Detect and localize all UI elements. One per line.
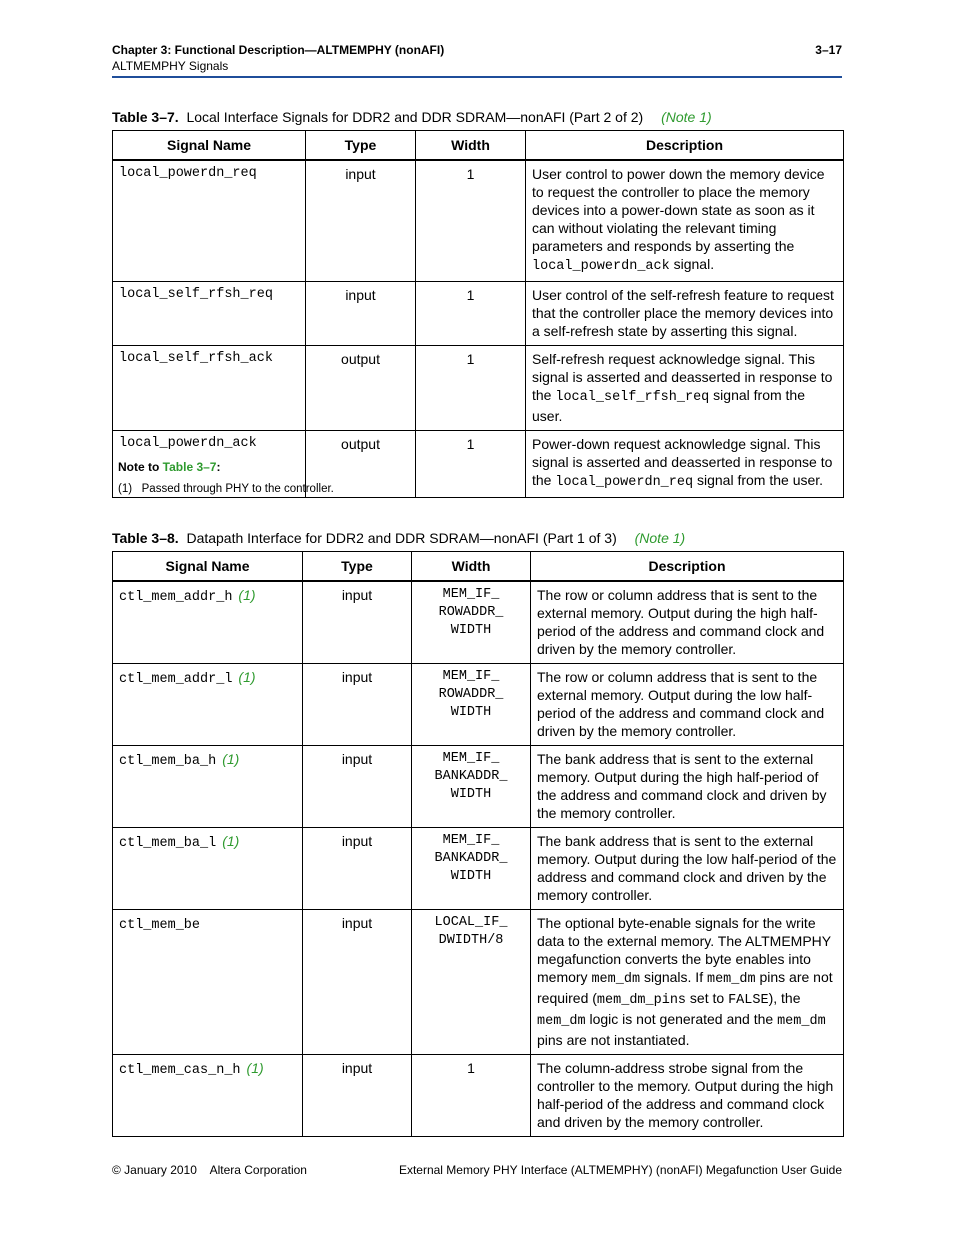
signal-name bbox=[113, 581, 303, 664]
note-ref-link[interactable]: (1) bbox=[222, 833, 240, 849]
desc-text: pins are not instantiated. bbox=[537, 1032, 690, 1048]
signal-width bbox=[412, 746, 531, 828]
desc-code: mem_dm bbox=[537, 1014, 586, 1029]
signal-description bbox=[526, 346, 844, 431]
signal-type: input bbox=[303, 581, 412, 664]
table-row bbox=[113, 664, 844, 746]
desc-code: mem_dm_pins bbox=[596, 993, 687, 1008]
note-ref-link[interactable]: (1) bbox=[246, 1060, 264, 1076]
footer-guide-title: External Memory PHY Interface (ALTMEMPHY) (nonAFI) Megafunction User Guide bbox=[398, 1163, 842, 1177]
table-notes bbox=[118, 459, 334, 497]
signal-description: User control of the self-refresh feature to request that the controller place the memory devices into a self-refresh state by asserting this signal. bbox=[526, 282, 844, 346]
desc-code: mem_dm bbox=[777, 1014, 826, 1029]
desc-text: Self-refresh request acknowledge signal. This signal is asserted and deasserted in response to the bbox=[532, 351, 833, 403]
signal-width bbox=[412, 664, 531, 746]
table-3-8 bbox=[112, 551, 844, 1137]
note-ref-link[interactable]: (1) bbox=[238, 587, 256, 603]
table-row bbox=[113, 828, 844, 910]
note-link[interactable]: (Note 1) bbox=[661, 109, 712, 125]
table-label: Table 3–8. bbox=[112, 530, 179, 546]
table-row bbox=[113, 1055, 844, 1137]
table-label: Table 3–7. bbox=[112, 109, 179, 125]
table-row bbox=[113, 746, 844, 828]
signal-type: input bbox=[306, 160, 416, 282]
desc-code: local_powerdn_ack bbox=[532, 259, 670, 274]
signal-type: input bbox=[303, 664, 412, 746]
signal-code: ctl_mem_cas_n_h bbox=[119, 1063, 241, 1078]
desc-text: signal from the user. bbox=[693, 472, 824, 488]
footer-copyright: © January 2010 Altera Corporation bbox=[112, 1163, 307, 1177]
signal-name bbox=[113, 746, 303, 828]
signal-name bbox=[113, 1055, 303, 1137]
table-row bbox=[113, 282, 844, 346]
width-line: MEM_IF_ bbox=[442, 669, 500, 684]
desc-text: ), the bbox=[768, 990, 801, 1006]
desc-code: mem_dm bbox=[591, 972, 641, 987]
signal-type: output bbox=[306, 431, 416, 498]
signal-code: ctl_mem_ba_h bbox=[119, 754, 217, 769]
table-ref-link[interactable]: Table 3–7 bbox=[162, 460, 217, 474]
signal-width: 1 bbox=[416, 431, 526, 498]
signal-description: The bank address that is sent to the external memory. Output during the low half-period of the address and command clock and driven by the memory controller. bbox=[531, 828, 844, 910]
signal-description bbox=[526, 431, 844, 498]
signal-description: The bank address that is sent to the external memory. Output during the high half-period of the address and command clock and driven by the memory controller. bbox=[531, 746, 844, 828]
table-title: Datapath Interface for DDR2 and DDR SDRAM—nonAFI (Part 1 of 3) bbox=[186, 530, 617, 546]
signal-width: 1 bbox=[416, 160, 526, 282]
table-row bbox=[113, 346, 844, 431]
signal-name: local_self_rfsh_ack bbox=[113, 346, 306, 431]
table-3-7-caption bbox=[112, 108, 712, 126]
signal-code: ctl_mem_ba_l bbox=[119, 836, 217, 851]
width-line: DWIDTH/8 bbox=[438, 933, 504, 948]
desc-text: signal from the user. bbox=[532, 387, 806, 424]
chapter-title: Chapter 3: Functional Description—ALTMEMPHY (nonAFI) bbox=[112, 43, 445, 57]
signal-description: The column-address strobe signal from the controller to the memory. Output during the high half-period of the address and command clock and driven by the memory controller. bbox=[531, 1055, 844, 1137]
page-header bbox=[112, 42, 842, 74]
table-3-7 bbox=[112, 130, 844, 498]
signal-code: ctl_mem_addr_l bbox=[119, 672, 233, 687]
note-ref-link[interactable]: (1) bbox=[222, 751, 240, 767]
header-rule bbox=[112, 76, 842, 78]
signal-name: local_self_rfsh_req bbox=[113, 282, 306, 346]
note-link[interactable]: (Note 1) bbox=[634, 530, 686, 546]
signal-name: local_powerdn_req bbox=[113, 160, 306, 282]
width-line: LOCAL_IF_ bbox=[434, 915, 508, 930]
table-header-row bbox=[113, 552, 844, 582]
signal-type: input bbox=[306, 282, 416, 346]
col-signal-name: Signal Name bbox=[113, 552, 303, 582]
width-line: MEM_IF_ bbox=[442, 587, 500, 602]
note-item: (1) Passed through PHY to the controller. bbox=[118, 483, 334, 495]
width-line: ROWADDR_ bbox=[438, 687, 504, 702]
table-title: Local Interface Signals for DDR2 and DDR SDRAM—nonAFI (Part 2 of 2) bbox=[186, 109, 644, 125]
desc-text: set to bbox=[686, 990, 729, 1006]
signal-type: input bbox=[303, 746, 412, 828]
col-description: Description bbox=[531, 552, 844, 582]
desc-text: The optional byte-enable signals for the write data to the external memory. The ALTMEMPHY megafunction converts the byte enables into memory bbox=[537, 915, 831, 985]
desc-text: User control to power down the memory device to request the controller to place the memory devices into a power-down state as soon as it can without violating the relevant timing parameters and responds by asserting the bbox=[532, 166, 825, 254]
desc-code: local_self_rfsh_req bbox=[555, 390, 710, 405]
signal-type: input bbox=[303, 828, 412, 910]
signal-code: ctl_mem_be bbox=[119, 918, 201, 933]
col-type: Type bbox=[306, 131, 416, 161]
width-line: WIDTH bbox=[450, 623, 492, 638]
col-signal-name: Signal Name bbox=[113, 131, 306, 161]
signal-code: ctl_mem_addr_h bbox=[119, 590, 233, 605]
signal-type: output bbox=[306, 346, 416, 431]
note-ref-link[interactable]: (1) bbox=[238, 669, 256, 685]
signal-width bbox=[412, 828, 531, 910]
signal-width bbox=[412, 910, 531, 1055]
desc-code: FALSE bbox=[728, 993, 769, 1008]
col-width: Width bbox=[412, 552, 531, 582]
signal-name bbox=[113, 910, 303, 1055]
width-line: ROWADDR_ bbox=[438, 605, 504, 620]
notes-heading bbox=[118, 459, 334, 475]
width-line: WIDTH bbox=[450, 705, 492, 720]
table-3-8-caption bbox=[112, 529, 685, 547]
signal-name bbox=[113, 664, 303, 746]
signal-width: 1 bbox=[412, 1055, 531, 1137]
width-line: MEM_IF_ bbox=[442, 751, 500, 766]
width-line: MEM_IF_ bbox=[442, 833, 500, 848]
desc-text: signal. bbox=[669, 256, 715, 272]
table-row bbox=[113, 160, 844, 282]
signal-width: 1 bbox=[416, 282, 526, 346]
signal-description bbox=[531, 910, 844, 1055]
col-description: Description bbox=[526, 131, 844, 161]
signal-type: input bbox=[303, 1055, 412, 1137]
col-type: Type bbox=[303, 552, 412, 582]
desc-code: mem_dm bbox=[706, 972, 756, 987]
signal-description bbox=[526, 160, 844, 282]
signal-type: input bbox=[303, 910, 412, 1055]
desc-code: local_powerdn_req bbox=[555, 475, 694, 490]
notes-suffix: : bbox=[216, 460, 221, 474]
table-header-row bbox=[113, 131, 844, 161]
desc-text: pins are not required ( bbox=[537, 969, 833, 1006]
signal-name: local_powerdn_ack bbox=[113, 431, 306, 498]
width-line: WIDTH bbox=[450, 869, 492, 884]
signal-width: 1 bbox=[416, 346, 526, 431]
page-number: 3–17 bbox=[815, 43, 842, 57]
col-width: Width bbox=[416, 131, 526, 161]
desc-text: signals. If bbox=[640, 969, 707, 985]
desc-text: Power-down request acknowledge signal. This signal is asserted and deasserted in response to the bbox=[532, 436, 833, 488]
page-footer bbox=[112, 1162, 842, 1178]
desc-text: logic is not generated and the bbox=[585, 1011, 778, 1027]
section-title: ALTMEMPHY Signals bbox=[112, 59, 229, 73]
table-row bbox=[113, 581, 844, 664]
signal-name bbox=[113, 828, 303, 910]
notes-prefix: Note to bbox=[118, 460, 163, 474]
width-line: BANKADDR_ bbox=[434, 851, 508, 866]
signal-description: The row or column address that is sent to the external memory. Output during the high half-period of the address and command clock and driven by the memory controller. bbox=[531, 581, 844, 664]
signal-description: The row or column address that is sent to the external memory. Output during the low half-period of the address and command clock and driven by the memory controller. bbox=[531, 664, 844, 746]
width-line: BANKADDR_ bbox=[434, 769, 508, 784]
signal-width bbox=[412, 581, 531, 664]
width-line: WIDTH bbox=[450, 787, 492, 802]
table-row bbox=[113, 910, 844, 1055]
